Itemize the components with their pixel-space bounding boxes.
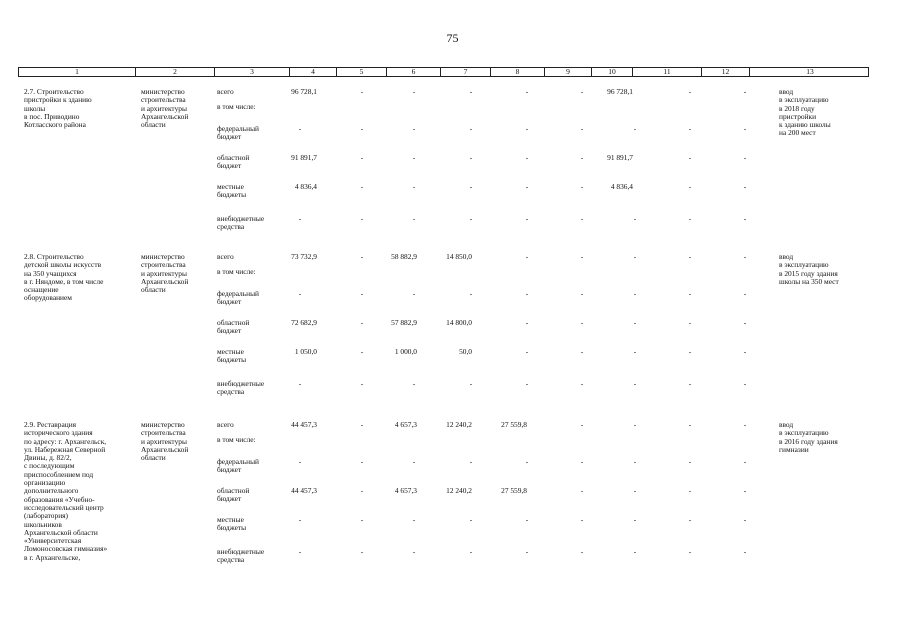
value-cell: -: [469, 547, 473, 556]
funding-source-label: внебюджетные средства: [217, 214, 265, 232]
column-header-13: 13: [806, 67, 814, 76]
value-cell: -: [412, 457, 416, 466]
value-cell: -: [580, 252, 584, 261]
funding-source-label: в том числе:: [217, 102, 256, 111]
value-cell: -: [633, 515, 637, 524]
value-cell: -: [743, 289, 747, 298]
funding-source-label: областной бюджет: [217, 153, 250, 171]
value-cell: -: [360, 214, 364, 223]
value-cell: -: [633, 379, 637, 388]
value-cell: -: [360, 153, 364, 162]
value-cell: 14 800,0: [446, 318, 472, 327]
value-cell: -: [412, 515, 416, 524]
activity-name: 2.7. Строительство пристройки к зданию школы в пос. Приводино Котласского района: [24, 87, 92, 130]
funding-source-label: всего: [217, 252, 234, 261]
value-cell: -: [360, 318, 364, 327]
value-cell: -: [633, 124, 637, 133]
value-cell: -: [469, 289, 473, 298]
value-cell: -: [469, 379, 473, 388]
value-cell: -: [688, 153, 692, 162]
value-cell: -: [525, 347, 529, 356]
value-cell: -: [688, 515, 692, 524]
value-cell: -: [580, 457, 584, 466]
column-header-4: 4: [290, 68, 337, 76]
value-cell: -: [525, 252, 529, 261]
funding-source-label: местные бюджеты: [217, 347, 247, 365]
column-header-12: 12: [702, 68, 750, 76]
value-cell: -: [580, 214, 584, 223]
value-cell: -: [688, 87, 692, 96]
value-cell: -: [469, 214, 473, 223]
value-cell: 4 836,4: [610, 182, 633, 191]
value-cell: -: [688, 289, 692, 298]
value-cell: -: [525, 318, 529, 327]
value-cell: -: [412, 379, 416, 388]
value-cell: 72 682,9: [291, 318, 317, 327]
value-cell: -: [633, 289, 637, 298]
value-cell: -: [469, 87, 473, 96]
column-header-3: 3: [215, 68, 290, 76]
value-cell: -: [688, 182, 692, 191]
funding-source-label: областной бюджет: [217, 318, 250, 336]
value-cell: -: [743, 87, 747, 96]
value-cell: -: [580, 289, 584, 298]
value-cell: -: [525, 87, 529, 96]
value-cell: -: [360, 87, 364, 96]
value-cell: -: [633, 420, 637, 429]
value-cell: -: [360, 289, 364, 298]
value-cell: 50,0: [459, 347, 472, 356]
value-cell: -: [469, 515, 473, 524]
value-cell: -: [580, 379, 584, 388]
value-cell: 12 240,2: [446, 420, 472, 429]
value-cell: -: [580, 182, 584, 191]
value-cell: 57 882,9: [391, 318, 417, 327]
value-cell: 73 732,9: [291, 252, 317, 261]
value-cell: -: [360, 457, 364, 466]
value-cell: -: [580, 420, 584, 429]
value-cell: -: [743, 379, 747, 388]
value-cell: -: [298, 214, 302, 223]
value-cell: -: [633, 457, 637, 466]
value-cell: -: [360, 182, 364, 191]
result-note: ввод в эксплуатацию в 2016 году здания гимназии: [779, 420, 838, 454]
value-cell: 14 850,0: [446, 252, 472, 261]
executor: министерство строительства и архитектуры Архангельской области: [141, 420, 189, 463]
value-cell: 27 559,8: [501, 486, 527, 495]
value-cell: -: [688, 420, 692, 429]
value-cell: -: [743, 420, 747, 429]
value-cell: -: [525, 515, 529, 524]
result-note: ввод в эксплуатацию в 2015 году здания школы на 350 мест: [779, 252, 839, 286]
column-header-11: 11: [633, 68, 702, 76]
funding-source-label: внебюджетные средства: [217, 547, 265, 565]
funding-source-label: в том числе:: [217, 267, 256, 276]
value-cell: -: [525, 153, 529, 162]
value-cell: -: [688, 379, 692, 388]
value-cell: -: [525, 214, 529, 223]
funding-source-label: областной бюджет: [217, 486, 250, 504]
value-cell: -: [743, 318, 747, 327]
value-cell: -: [633, 214, 637, 223]
value-cell: -: [360, 486, 364, 495]
value-cell: -: [360, 252, 364, 261]
column-header-10: 10: [592, 68, 633, 76]
value-cell: -: [688, 347, 692, 356]
value-cell: -: [580, 153, 584, 162]
value-cell: -: [469, 457, 473, 466]
value-cell: -: [298, 124, 302, 133]
value-cell: -: [580, 347, 584, 356]
value-cell: -: [469, 182, 473, 191]
result-note: ввод в эксплуатацию в 2018 году пристройки к зданию школы на 200 мест: [779, 87, 831, 138]
value-cell: -: [688, 486, 692, 495]
funding-source-label: местные бюджеты: [217, 182, 247, 200]
column-number-header: [18, 67, 869, 77]
value-cell: -: [412, 182, 416, 191]
value-cell: -: [525, 547, 529, 556]
value-cell: 1 050,0: [294, 347, 317, 356]
value-cell: -: [525, 289, 529, 298]
value-cell: 4 657,3: [394, 420, 417, 429]
value-cell: -: [743, 182, 747, 191]
value-cell: -: [743, 486, 747, 495]
value-cell: -: [580, 547, 584, 556]
value-cell: -: [580, 124, 584, 133]
value-cell: -: [633, 318, 637, 327]
value-cell: -: [412, 87, 416, 96]
value-cell: -: [688, 252, 692, 261]
value-cell: -: [412, 153, 416, 162]
value-cell: -: [525, 182, 529, 191]
activity-name: 2.8. Строительство детской школы искусств на 350 учащихся в г. Няндоме, в том числе оснащение оборудованием: [24, 252, 104, 303]
value-cell: -: [525, 457, 529, 466]
column-header-6: 6: [387, 68, 441, 76]
value-cell: 27 559,8: [501, 420, 527, 429]
value-cell: -: [633, 547, 637, 556]
column-header-7: 7: [441, 68, 491, 76]
value-cell: 96 728,1: [607, 87, 633, 96]
column-header-5: 5: [337, 68, 387, 76]
value-cell: -: [360, 379, 364, 388]
value-cell: -: [298, 289, 302, 298]
value-cell: -: [743, 347, 747, 356]
funding-source-label: федеральный бюджет: [217, 289, 259, 307]
value-cell: -: [360, 347, 364, 356]
value-cell: -: [688, 318, 692, 327]
value-cell: 44 457,3: [291, 486, 317, 495]
funding-source-label: внебюджетные средства: [217, 379, 265, 397]
value-cell: 4 836,4: [294, 182, 317, 191]
value-cell: -: [469, 153, 473, 162]
value-cell: -: [688, 124, 692, 133]
value-cell: 96 728,1: [291, 87, 317, 96]
value-cell: -: [743, 153, 747, 162]
executor: министерство строительства и архитектуры Архангельской области: [141, 87, 189, 130]
value-cell: -: [360, 547, 364, 556]
page-number: 75: [446, 31, 459, 45]
value-cell: -: [688, 457, 692, 466]
value-cell: -: [743, 457, 747, 466]
value-cell: -: [580, 486, 584, 495]
value-cell: -: [580, 318, 584, 327]
value-cell: 91 891,7: [291, 153, 317, 162]
value-cell: -: [688, 547, 692, 556]
value-cell: -: [412, 214, 416, 223]
column-header-1: 1: [19, 68, 136, 76]
value-cell: -: [633, 486, 637, 495]
funding-source-label: всего: [217, 87, 234, 96]
value-cell: -: [412, 547, 416, 556]
value-cell: 58 882,9: [391, 252, 417, 261]
executor: министерство строительства и архитектуры Архангельской области: [141, 252, 189, 295]
column-header-2: 2: [136, 68, 215, 76]
value-cell: -: [360, 420, 364, 429]
value-cell: -: [743, 547, 747, 556]
value-cell: -: [633, 252, 637, 261]
value-cell: -: [580, 87, 584, 96]
value-cell: -: [525, 379, 529, 388]
activity-name: 2.9. Реставрация исторического здания по адресу: г. Архангельск, ул. Набережная Северной Двины, д. 82/2, с последующим приспособлением под организацию дополнительного образования «Учебно- исследовательский центр (лаборатория) школьников Архангельской области «Университетская Ломоносовская гимназия» в г. Архангельске,: [24, 420, 108, 562]
funding-source-label: всего: [217, 420, 234, 429]
value-cell: 4 657,3: [394, 486, 417, 495]
value-cell: -: [580, 515, 584, 524]
funding-source-label: в том числе:: [217, 435, 256, 444]
value-cell: 91 891,7: [607, 153, 633, 162]
value-cell: -: [360, 515, 364, 524]
value-cell: 1 000,0: [394, 347, 417, 356]
value-cell: -: [743, 214, 747, 223]
value-cell: -: [298, 515, 302, 524]
column-header-8: 8: [491, 68, 545, 76]
funding-source-label: федеральный бюджет: [217, 124, 259, 142]
funding-source-label: местные бюджеты: [217, 515, 247, 533]
value-cell: 44 457,3: [291, 420, 317, 429]
value-cell: 12 240,2: [446, 486, 472, 495]
value-cell: -: [688, 214, 692, 223]
value-cell: -: [298, 547, 302, 556]
value-cell: -: [469, 124, 473, 133]
value-cell: -: [633, 347, 637, 356]
value-cell: -: [743, 515, 747, 524]
value-cell: -: [412, 124, 416, 133]
value-cell: -: [298, 379, 302, 388]
value-cell: -: [743, 252, 747, 261]
funding-source-label: федеральный бюджет: [217, 457, 259, 475]
value-cell: -: [360, 124, 364, 133]
value-cell: -: [412, 289, 416, 298]
column-header-9: 9: [545, 68, 592, 76]
value-cell: -: [298, 457, 302, 466]
value-cell: -: [525, 124, 529, 133]
value-cell: -: [743, 124, 747, 133]
